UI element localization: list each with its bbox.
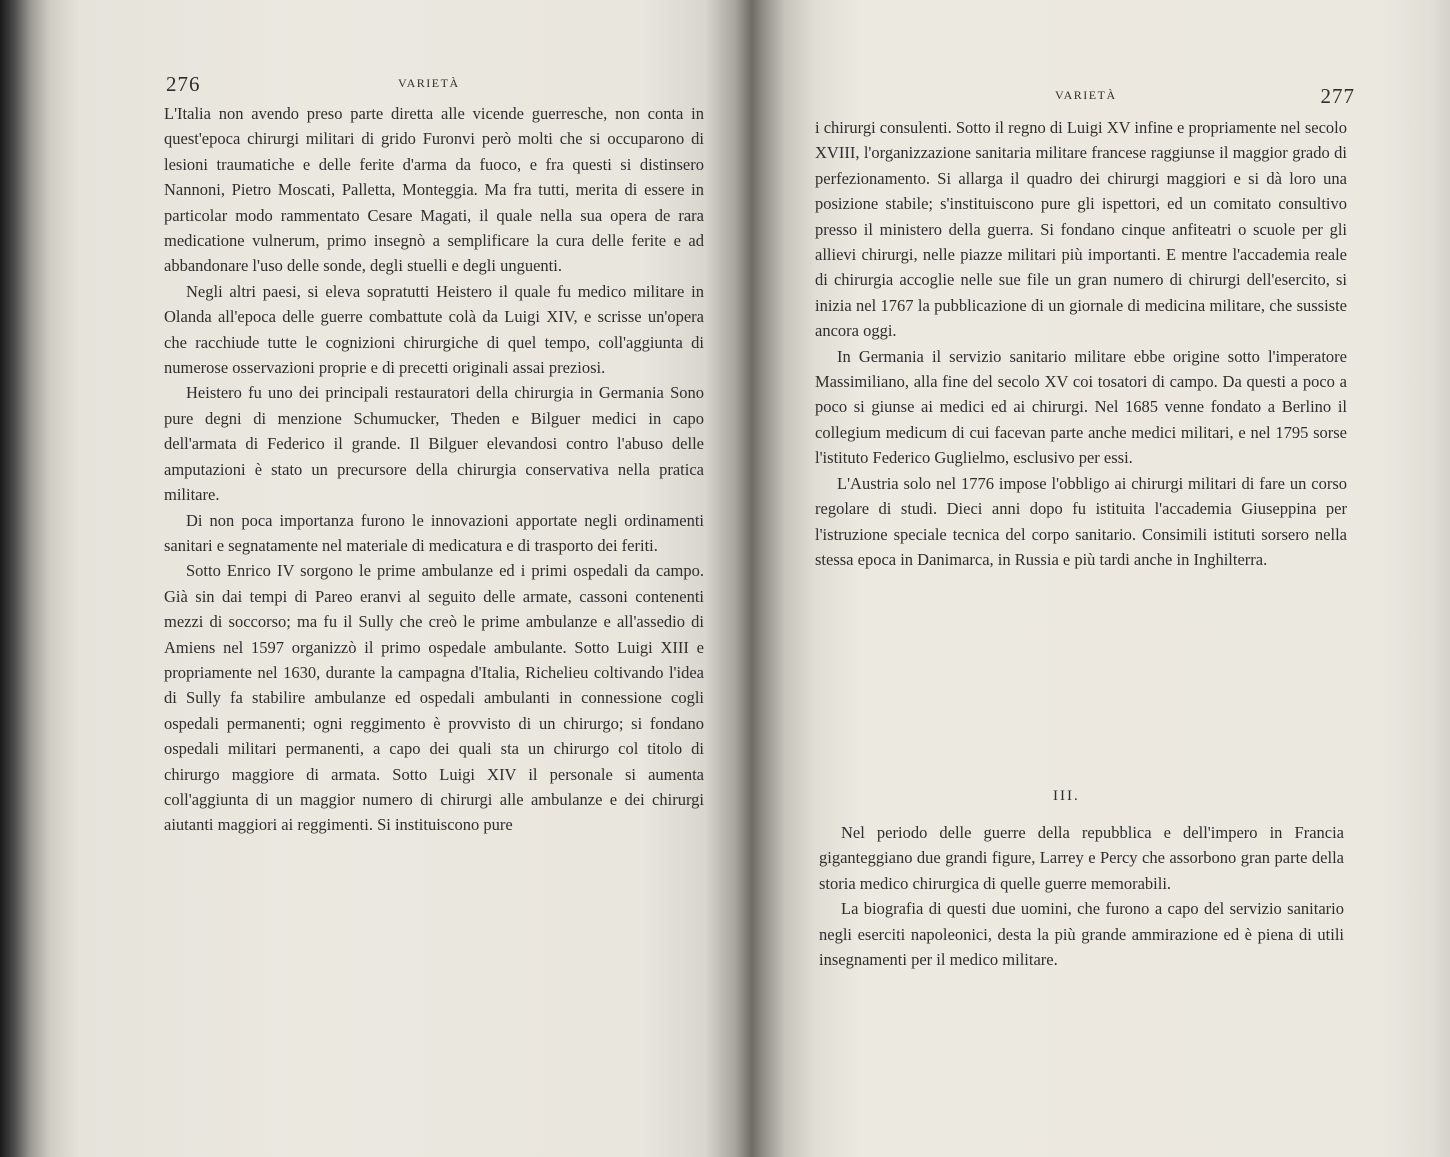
paragraph: i chirurgi consulenti. Sotto il regno di Luigi XV infine e propriamente nel secolo XVIII, l'organizzazione sanitaria militare francese raggiunse il maggior grado di perfezionamento. Si allarga il quadro dei chirurgi maggiori e si dà loro una posizione stabile; s'instituiscono pure gli ispettori, ed un comitato consultivo presso il ministero della guerra. Si fondano cinque anfiteatri o scuole per gli allievi chirurgi, nelle piazze militari più importanti. E mentre l'accademia reale di chirurgia accoglie nelle sue file un gran numero di chirurgi dell'esercito, si inizia nel 1767 la pubblicazione di un giornale di medicina militare, che sussiste ancora oggi. <box>815 118 1347 341</box>
paragraph: L'Austria solo nel 1776 impose l'obbligo ai chirurgi militari di fare un corso regolare di studi. Dieci anni dopo fu istituita l'accademia Giuseppina per l'istruzione speciale tecnica del corpo sanitario. Consimili istituti sorsero nella stessa epoca in Danimarca, in Russia e più tardi anche in Inghilterra. <box>815 473 1347 569</box>
paragraph: Nel periodo delle guerre della repubblica e dell'impero in Francia giganteggiano due grandi figure, Larrey e Percy che assorbono gran parte della storia medico chirurgica di quelle guerre memorabili. <box>819 823 1344 893</box>
section-heading: III. <box>1053 788 1080 804</box>
page-number: 276 <box>166 72 201 96</box>
paragraph: L'Italia non avendo preso parte diretta alle vicende guerresche, non conta in quest'epoca chirurgi militari di grido Furonvi però molti che si occuparono di lesioni traumatiche e delle ferite d'arma da fuoco, e fra questi si distinsero Nannoni, Pietro Moscati, Palletta, Monteggia. Ma fra tutti, merita di essere in particolar modo rammentato Cesare Magati, il quale nella sua opera de rara medicatione vulnerum, primo insegnò a semplificare la cura delle ferite e ad abbandonare l'uso delle sonde, degli stuelli e degli unguenti. <box>164 104 704 276</box>
running-head <box>805 84 1355 108</box>
paragraph: Sotto Enrico IV sorgono le prime ambulanze ed i primi ospedali da campo. Già sin dai tempi di Pareo eranvi al seguito delle armate, cassoni contenenti mezzi di soccorso; ma fu il Sully che creò le prime ambulanze e all'assedio di Amiens nel 1597 organizzò il primo ospedale ambulante. Sotto Luigi XIII e propriamente nel 1630, durante la campagna d'Italia, Richelieu coltivando l'idea di Sully fa stabilire ambulanze ed ospedali ambulanti in connessione cogli ospedali permanenti; ogni reggimento è provvisto di un chirurgo; si fondano ospedali militari permanenti, a capo dei quali sta un chirurgo col titolo di chirurgo maggiore di armata. Sotto Luigi XIV il personale si aumenta coll'aggiunta di un maggior numero di chirurgi alle ambulanze e dei chirurgi aiutanti maggiori ai reggimenti. Si instituiscono pure <box>164 561 704 835</box>
paragraph: La biografia di questi due uomini, che furono a capo del servizio sanitario negli eserciti napoleonici, desta la più grande ammirazione ed è piena di utili insegnamenti per il medico militare. <box>819 899 1344 970</box>
page-number: 277 <box>1320 84 1355 108</box>
right-page <box>805 0 1355 1157</box>
paragraph: Di non poca importanza furono le innovazioni apportate negli ordinamenti sanitari e segnatamente nel materiale di medicatura e di trasporto dei feriti. <box>164 510 704 555</box>
running-head <box>150 72 710 96</box>
running-title: VARIETÀ <box>398 76 460 90</box>
paragraph: Heistero fu uno dei principali restauratori della chirurgia in Germania Sono pure degni di menzione Schumucker, Theden e Bilguer medici in capo dell'armata di Federico il grande. Il Bilguer elevandosi contro l'abuso delle amputazioni è stato un precursore della chirurgia conservativa nella pratica militare. <box>164 383 704 505</box>
paragraph: Negli altri paesi, si eleva sopratutti Heistero il quale fu medico militare in Olanda all'epoca delle guerre combattute colà da Luigi XIV, e scrisse un'opera che racchiude tutte le cognizioni chirurgiche di quel tempo, coll'aggiunta di numerose osservazioni proprie e di precetti originali assai preziosi. <box>164 281 704 378</box>
section-text <box>819 820 1344 972</box>
body-text <box>815 115 1347 572</box>
body-text <box>164 101 704 838</box>
running-title: VARIETÀ <box>1055 88 1117 102</box>
left-page <box>150 0 710 1157</box>
paragraph: In Germania il servizio sanitario militare ebbe origine sotto l'imperatore Massimiliano, alla fine del secolo XV coi tosatori di campo. Da questi a poco a poco si giunse ai medici ed ai chirurgi. Nel 1685 venne fondato a Berlino il collegium medicum di cui facevan parte anche medici militari, e nel 1795 sorse l'istituto Federico Guglielmo, esclusivo per essi. <box>815 346 1347 468</box>
